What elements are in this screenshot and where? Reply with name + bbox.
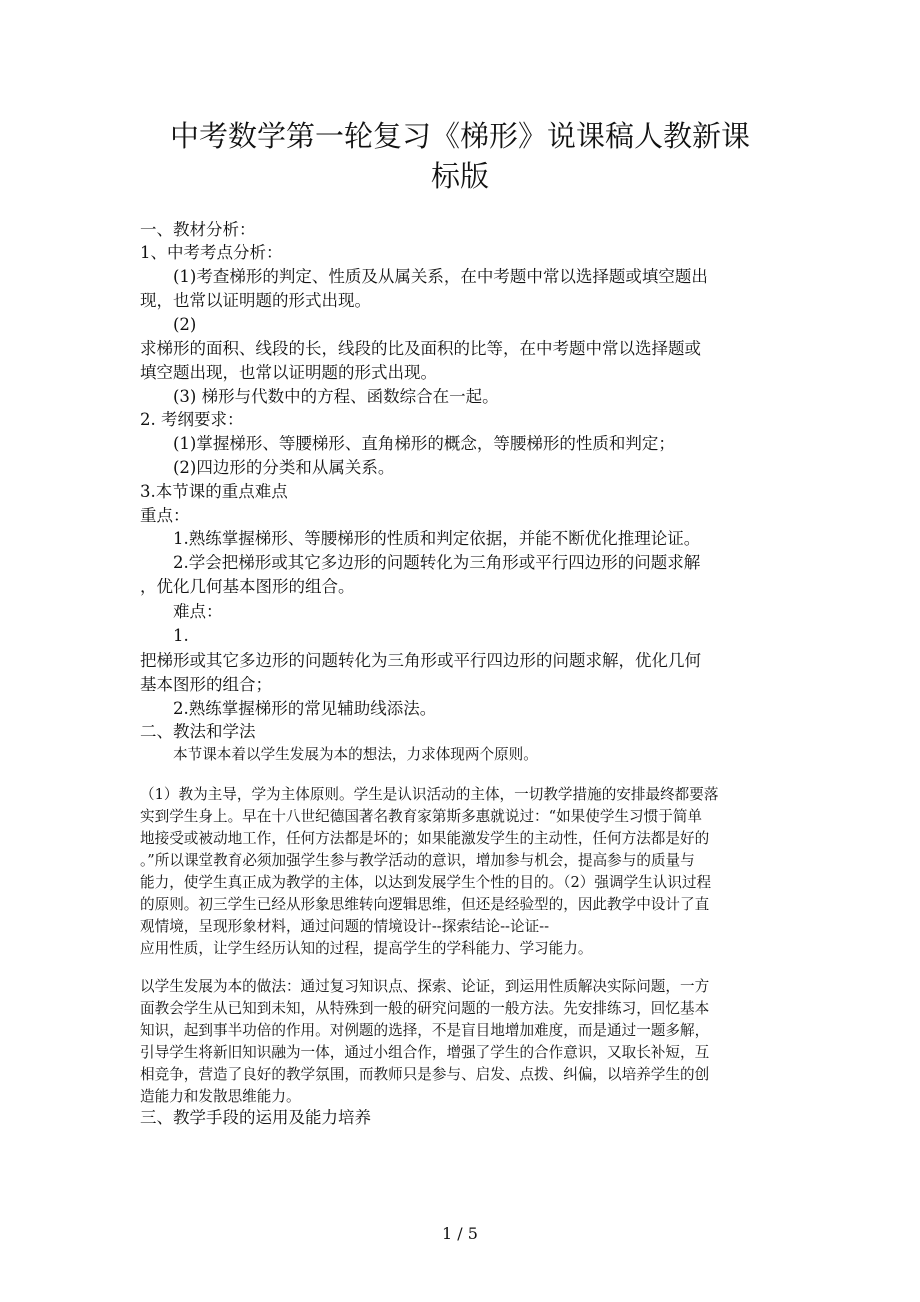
paragraph-line: 引导学生将新旧知识融为一体，通过小组合作，增强了学生的合作意识，又取长补短，互 [140, 1044, 710, 1061]
page-number: 1 / 5 [442, 1224, 478, 1243]
paragraph-line: 的原则。初三学生已经从形象思维转向逻辑思维，但还是经验型的，因此教学中设计了直 [140, 896, 710, 913]
paragraph-line: 1.熟练掌握梯形、等腰梯形的性质和判定依据，并能不断优化推理论证。 [173, 529, 701, 548]
paragraph-line: 本节课本着以学生发展为本的想法，力求体现两个原则。 [173, 746, 538, 763]
title-line-1: 中考数学第一轮复习《梯形》说课稿人教新课 [169, 119, 750, 153]
section-heading: 三、教学手段的运用及能力培养 [140, 1108, 371, 1127]
label-key-points: 重点： [140, 506, 190, 525]
paragraph-line: 填空题出现，也常以证明题的形式出现。 [140, 363, 437, 382]
label-difficulties: 难点： [173, 602, 223, 621]
paragraph-line: 求梯形的面积、线段的长，线段的比及面积的比等，在中考题中常以选择题或 [140, 339, 701, 358]
subsection-heading: 3.本节课的重点难点 [140, 482, 288, 501]
title-line-2: 标版 [430, 159, 489, 193]
paragraph-line: 能力，使学生真正成为教学的主体，以达到发展学生个性的目的。（2）强调学生认识过程 [140, 874, 712, 891]
paragraph-line: (3) 梯形与代数中的方程、函数综合在一起。 [173, 387, 499, 406]
section-heading: 一、教材分析： [140, 220, 256, 239]
paragraph-line: 地接受或被动地工作，任何方法都是坏的；如果能激发学生的主动性，任何方法都是好的 [140, 830, 710, 847]
paragraph-line: 以学生发展为本的做法：通过复习知识点、探索、论证，到运用性质解决实际问题，一方 [140, 978, 710, 995]
paragraph-line: (2)四边形的分类和从属关系。 [173, 458, 395, 477]
paragraph-line: (1)掌握梯形、等腰梯形、直角梯形的概念，等腰梯形的性质和判定； [173, 434, 675, 453]
document-title [100, 116, 820, 196]
paragraph-line: (1)考查梯形的判定、性质及从属关系，在中考题中常以选择题或填空题出 [173, 267, 708, 286]
paragraph-line: 2.熟练掌握梯形的常见辅助线添法。 [173, 699, 437, 718]
paragraph-line: 把梯形或其它多边形的问题转化为三角形或平行四边形的问题求解，优化几何 [140, 651, 701, 670]
paragraph-line: 1. [173, 626, 189, 645]
paragraph-line: （1）教为主导，学为主体原则。学生是认识活动的主体，一切教学措施的安排最终都要落 [140, 786, 719, 803]
paragraph-line: (2) [173, 315, 197, 334]
subsection-heading: 2. 考纲要求： [140, 410, 244, 429]
paragraph-line: 实到学生身上。早在十八世纪德国著名教育家第斯多惠就说过：“如果使学生习惯于简单 [140, 808, 703, 825]
paragraph-line: 2.学会把梯形或其它多边形的问题转化为三角形或平行四边形的问题求解 [173, 553, 701, 572]
paragraph-line: 现，也常以证明题的形式出现。 [140, 291, 371, 310]
paragraph-line: ，优化几何基本图形的组合。 [140, 577, 355, 596]
paragraph-line: 应用性质，让学生经历认知的过程，提高学生的学科能力、学习能力。 [140, 940, 593, 957]
paragraph-line: 知识，起到事半功倍的作用。对例题的选择，不是盲目地增加难度，而是通过一题多解， [140, 1022, 710, 1039]
subsection-heading: 1、中考考点分析： [140, 243, 283, 262]
paragraph-line: 造能力和发散思维能力。 [140, 1088, 301, 1105]
section-heading: 二、教法和学法 [140, 722, 256, 741]
paragraph-line: 观情境，呈现形象材料，通过问题的情境设计--探索结论--论证-- [140, 918, 550, 935]
paragraph-line: 。”所以课堂教育必须加强学生参与教学活动的意识，增加参与机会，提高参与的质量与 [140, 852, 695, 869]
paragraph-line: 相竞争，营造了良好的教学氛围，而教师只是参与、启发、点拨、纠偏，以培养学生的创 [140, 1066, 710, 1083]
paragraph-line: 面教会学生从已知到未知，从特殊到一般的研究问题的一般方法。先安排练习，回忆基本 [140, 1000, 710, 1017]
paragraph-line: 基本图形的组合； [140, 675, 272, 694]
